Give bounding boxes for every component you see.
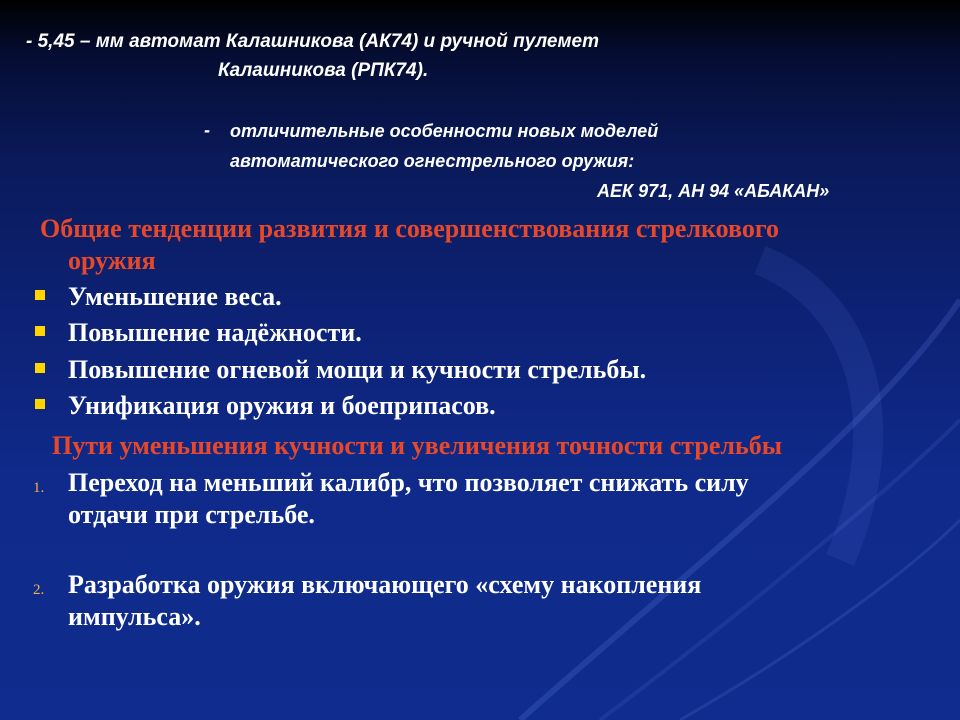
bullet-icon [35,399,45,409]
bullet-icon [35,326,45,336]
step-text-line-2: отдачи при стрельбе. [68,500,315,529]
section-2-title: Пути уменьшения кучности и увеличения точности стрельбы [52,431,782,460]
header-line-2: Калашникова (РПК74). [218,60,429,81]
section-1-title-line-1: Общие тенденции развития и совершенствования стрелкового [40,214,780,243]
header-line-5: АЕК 971, АН 94 «АБАКАН» [597,181,830,201]
step-number: 1. [33,480,45,496]
list-item: Уменьшение веса. [68,282,282,311]
step-number: 2. [33,582,45,598]
header-line-1: - 5,45 – мм автомат Калашникова (АК74) и ручной пулемет [26,31,599,52]
header-dash: - [204,120,210,140]
section-1-title-line-2: оружия [68,246,156,275]
list-item: Повышение надёжности. [68,318,362,347]
header-line-3: отличительные особенности новых моделей [230,121,659,141]
step-text-line-1: Переход на меньший калибр, что позволяет снижать силу [68,468,749,497]
bullet-icon [35,363,45,373]
list-item: Унификация оружия и боеприпасов. [68,391,496,420]
list-item: Повышение огневой мощи и кучности стрельбы. [68,355,647,384]
step-text-line-1: Разработка оружия включающего «схему накопления [68,570,702,599]
bullet-icon [35,290,45,300]
step-text-line-2: импульса». [68,602,201,631]
header-line-4: автоматического огнестрельного оружия: [230,151,635,171]
